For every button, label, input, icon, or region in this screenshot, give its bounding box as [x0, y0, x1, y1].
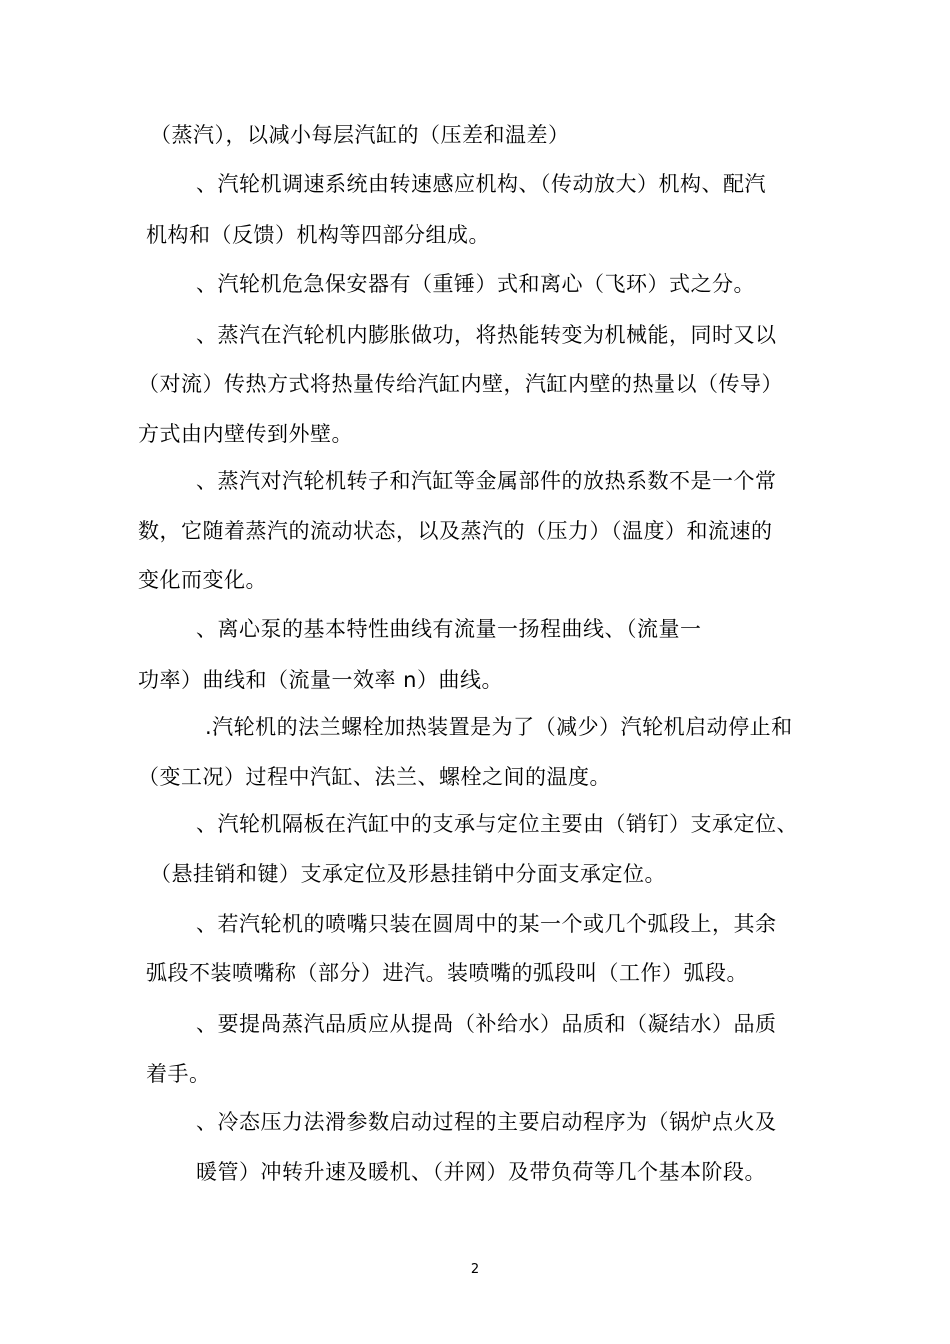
text-line: 数，它随着蒸汽的流动状态，以及蒸汽的（压力）（温度）和流速的 [138, 519, 773, 543]
text-line: 、离心泵的基本特性曲线有流量一扬程曲线、（流量一 [196, 617, 702, 641]
text-line: 功率）曲线和（流量一效率 n）曲线。 [138, 668, 503, 692]
text-line: 、汽轮机调速系统由转速感应机构、（传动放大）机构、配汽 [196, 172, 766, 196]
text-line: 、要提咼蒸汽品质应从提咼（补给水）品质和（凝结水）品质 [196, 1012, 777, 1036]
text-line: 方式由内壁传到外壁。 [138, 422, 353, 446]
text-line: 、冷态压力法滑参数启动过程的主要启动程序为（锅炉点火及 [196, 1110, 777, 1134]
text-line: .汽轮机的法兰螺栓加热装置是为了（减少）汽轮机启动停止和 [205, 715, 793, 739]
text-line: 弧段不装喷嘴称（部分）进汽。装喷嘴的弧段叫（工作）弧段。 [146, 961, 748, 985]
text-line: （变工况）过程中汽缸、法兰、螺栓之间的温度。 [138, 765, 611, 789]
text-line: （蒸汽），以减小每层汽缸的（压差和温差） [150, 123, 570, 147]
text-line: 、若汽轮机的喷嘴只装在圆周中的某一个或几个弧段上，其余 [196, 912, 777, 936]
text-line: 、汽轮机隔板在汽缸中的支承与定位主要由（销钉）支承定位、 [196, 812, 798, 836]
text-line: （对流）传热方式将热量传给汽缸内壁，汽缸内壁的热量以（传导） [138, 372, 783, 396]
text-line: 变化而变化。 [138, 568, 267, 592]
text-line: 、蒸汽对汽轮机转子和汽缸等金属部件的放热系数不是一个常 [196, 469, 777, 493]
text-line: 机构和（反馈）机构等四部分组成。 [146, 223, 490, 247]
text-line: 、汽轮机危急保安器有（重锤）式和离心（飞环）式之分。 [196, 272, 755, 296]
text-line: 暖管）冲转升速及暖机、（并网）及带负荷等几个基本阶段。 [196, 1160, 766, 1184]
text-line: 着手。 [146, 1062, 211, 1086]
page-number: 2 [470, 1262, 480, 1277]
text-line: 、蒸汽在汽轮机内膨胀做功，将热能转变为机械能，同时又以 [196, 323, 777, 347]
text-line: （悬挂销和键）支承定位及形悬挂销中分面支承定位。 [150, 862, 666, 886]
